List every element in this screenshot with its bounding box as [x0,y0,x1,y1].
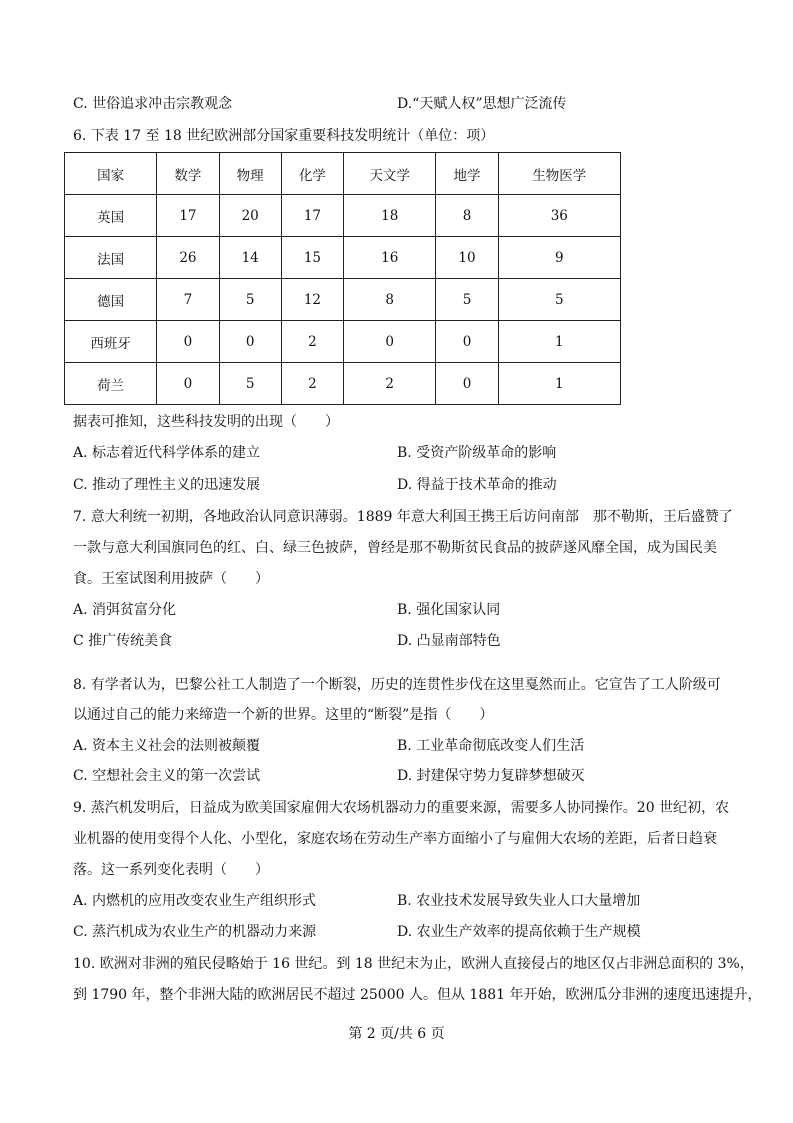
q6-stem: 6. 下表 17 至 18 世纪欧洲部分国家重要科技发明统计（单位：项） [73,128,495,144]
q7-stem-line-3: 食。王室试图利用披萨（ ） [73,571,269,587]
q6-option-b: B. 受资产阶级革命的影响 [397,445,557,461]
q9-stem-line-1: 9. 蒸汽机发明后，日益成为欧美国家雇佣大农场机器动力的重要来源，需要多人协同操作。20 世纪初，农 [73,800,730,816]
table-cell: 0 [157,321,219,363]
table-cell: 36 [498,195,620,237]
table-cell: 20 [219,195,281,237]
table-cell: 12 [281,279,343,321]
table-row [65,195,621,237]
q7-option-a: A. 消弭贫富分化 [73,602,177,618]
q6-question: 据表可推知，这些科技发明的出现（ ） [73,414,339,430]
q8-stem-line-1: 8. 有学者认为，巴黎公社工人制造了一个断裂，历史的连贯性步伐在这里戛然而止。它宣告了工人阶级可 [73,677,721,693]
table-cell: 5 [436,279,498,321]
q5-option-c: C. 世俗追求冲击宗教观念 [73,96,233,112]
table-cell: 7 [157,279,219,321]
table-cell: 2 [344,363,436,405]
q9-stem-line-2: 业机器的使用变得个人化、小型化，家庭农场在劳动生产率方面缩小了与雇佣大农场的差距，后者日趋衰 [73,831,717,847]
table-cell: 5 [498,279,620,321]
table-cell: 26 [157,237,219,279]
table-row-country: 法国 [65,237,157,279]
table-header-cell: 生物医学 [498,153,620,195]
q7-stem-line-1: 7. 意大利统一初期，各地政治认同意识薄弱。1889 年意大利国王携王后访问南部 那不勒斯，王后盛赞了 [73,509,733,525]
table-header-cell: 天文学 [344,153,436,195]
q7-option-c: C 推广传统美食 [73,633,173,649]
table-cell: 18 [344,195,436,237]
table-cell: 16 [344,237,436,279]
q9-option-c: C. 蒸汽机成为农业生产的机器动力来源 [73,924,317,940]
q10-stem-line-1: 10. 欧洲对非洲的殖民侵略始于 16 世纪。到 18 世纪末为止，欧洲人直接侵占的地区仅占非洲总面积的 3%， [73,956,754,972]
table-cell: 0 [157,363,219,405]
table-cell: 1 [498,363,620,405]
table-header-row [65,153,621,195]
table-row [65,321,621,363]
q7-option-b: B. 强化国家认同 [397,602,501,618]
table-header-cell: 地学 [436,153,498,195]
table-cell: 0 [219,321,281,363]
table-row-country: 荷兰 [65,363,157,405]
q9-option-a: A. 内燃机的应用改变农业生产组织形式 [73,893,317,909]
table-cell: 0 [436,363,498,405]
table-cell: 10 [436,237,498,279]
table-row [65,363,621,405]
table-cell: 15 [281,237,343,279]
table-cell: 0 [436,321,498,363]
table-header-cell: 物理 [219,153,281,195]
table-row-country: 英国 [65,195,157,237]
q7-option-d: D. 凸显南部特色 [397,633,501,649]
table-cell: 9 [498,237,620,279]
table-cell: 2 [281,321,343,363]
table-header-cell: 国家 [65,153,157,195]
q8-option-a: A. 资本主义社会的法则被颠覆 [73,738,261,754]
q6-statistics-table [64,152,621,405]
table-cell: 2 [281,363,343,405]
table-row-country: 西班牙 [65,321,157,363]
table-row [65,237,621,279]
table-cell: 17 [157,195,219,237]
q10-stem-line-2: 到 1790 年，整个非洲大陆的欧洲居民不超过 25000 人。但从 1881 年开始，欧洲瓜分非洲的速度迅速提升， [73,987,762,1003]
q8-option-b: B. 工业革命彻底改变人们生活 [397,738,585,754]
q8-option-c: C. 空想社会主义的第一次尝试 [73,768,261,784]
table-cell: 5 [219,363,281,405]
q8-stem-line-2: 以通过自己的能力来缔造一个新的世界。这里的“断裂”是指（ ） [73,707,494,723]
table-cell: 5 [219,279,281,321]
table-header-cell: 数学 [157,153,219,195]
q9-stem-line-3: 落。这一系列变化表明（ ） [73,862,269,878]
table-row-country: 德国 [65,279,157,321]
table-cell: 0 [344,321,436,363]
table-cell: 14 [219,237,281,279]
q6-option-c: C. 推动了理性主义的迅速发展 [73,477,261,493]
q9-option-d: D. 农业生产效率的提高依赖于生产规模 [397,924,641,940]
q5-option-d: D.“天赋人权”思想广泛流传 [397,96,567,112]
page-number-footer: 第 2 页/共 6 页 [348,1026,445,1042]
q6-option-d: D. 得益于技术革命的推动 [397,477,557,493]
table-cell: 17 [281,195,343,237]
q9-option-b: B. 农业技术发展导致失业人口大量增加 [397,893,641,909]
q6-option-a: A. 标志着近代科学体系的建立 [73,445,261,461]
table-cell: 8 [436,195,498,237]
table-header-cell: 化学 [281,153,343,195]
table-cell: 1 [498,321,620,363]
q8-option-d: D. 封建保守势力复辟梦想破灭 [397,768,585,784]
table-row [65,279,621,321]
q7-stem-line-2: 一款与意大利国旗同色的红、白、绿三色披萨，曾经是那不勒斯贫民食品的披萨遂风靡全国，成为国民美 [73,540,717,556]
table-cell: 8 [344,279,436,321]
